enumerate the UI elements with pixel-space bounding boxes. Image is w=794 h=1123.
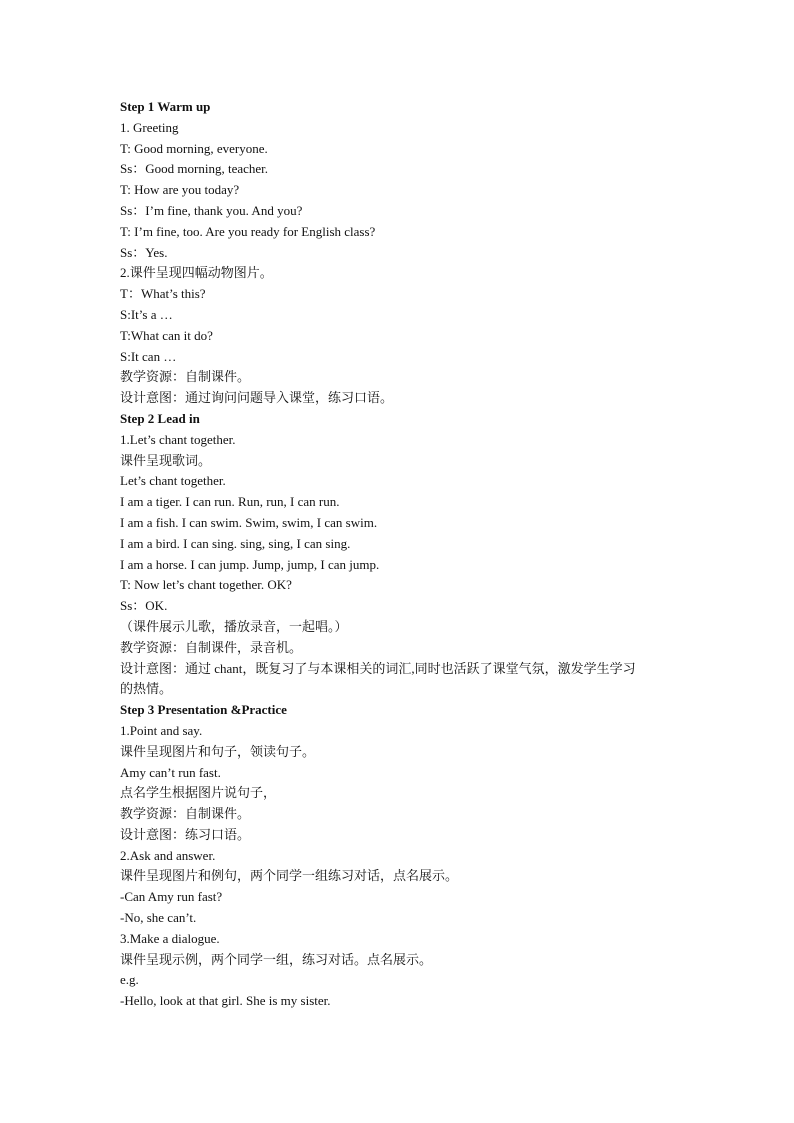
text-line: Ss：OK. [120,598,168,614]
text-line: Ss：Yes. [120,244,168,260]
text-line: I am a horse. I can jump. Jump, jump, I can jump. [120,556,380,572]
text-line: （课件展示儿歌，播放录音，一起唱。） [120,618,348,634]
text-line: 设计意图：通过询问问题导入课堂，练习口语。 [120,390,394,406]
text-line: 教学资源：自制课件，录音机。 [120,639,303,655]
text-line: S:It’s a … [120,306,173,322]
text-line: 课件呈现图片和例句，两个同学一组练习对话，点名展示。 [120,868,459,884]
text-line: e.g. [120,972,139,988]
text-line: 教学资源：自制课件。 [120,369,251,385]
text-line: Let’s chant together. [120,473,226,489]
section-heading: Step 1 Warm up [120,99,211,114]
text-line: 设计意图：练习口语。 [120,826,251,842]
section-heading: Step 3 Presentation &Practice [120,702,287,718]
text-line: 1.Point and say. [120,722,203,738]
section-heading: Step 2 Lead in [120,410,200,426]
text-line: 课件呈现图片和句子，领读句子。 [120,743,316,759]
text-line: T: Good morning, everyone. [120,140,268,156]
text-line: T: How are you today? [120,182,240,198]
text-line: -No, she can’t. [120,910,197,926]
text-line: 2.课件呈现四幅动物图片。 [120,265,273,281]
document-page [120,97,680,1012]
text-line: 课件呈现歌词。 [120,452,212,468]
text-line: T: I’m fine, too. Are you ready for English class? [120,223,376,239]
text-line: 课件呈现示例，两个同学一组，练习对话。点名展示。 [120,951,433,967]
text-line: T: Now let’s chant together. OK? [120,577,292,593]
text-line: 的热情。 [120,681,173,697]
text-line: 点名学生根据图片说句子， [120,785,277,801]
text-line: I am a tiger. I can run. Run, run, I can run. [120,494,340,510]
text-line: T：What’s this? [120,286,206,302]
text-line: 2.Ask and answer. [120,847,216,863]
text-line: 1. Greeting [120,119,179,135]
text-line: I am a bird. I can sing. sing, sing, I can sing. [120,535,351,551]
text-line: S:It can … [120,348,177,364]
text-line: Ss：I’m fine, thank you. And you? [120,202,303,218]
text-line: I am a fish. I can swim. Swim, swim, I can swim. [120,514,378,530]
text-line: 1.Let’s chant together. [120,431,236,447]
text-line: Amy can’t run fast. [120,764,221,780]
text-line: 设计意图：通过 chant，既复习了与本课相关的词汇,同时也活跃了课堂气氛，激发学生学习 [120,660,636,676]
text-line: 3.Make a dialogue. [120,930,220,946]
text-line: T:What can it do? [120,327,213,343]
text-line: Ss：Good morning, teacher. [120,161,269,177]
text-line: 教学资源：自制课件。 [120,806,251,822]
text-line: -Hello, look at that girl. She is my sister. [120,993,331,1009]
text-line: -Can Amy run fast? [120,889,223,905]
